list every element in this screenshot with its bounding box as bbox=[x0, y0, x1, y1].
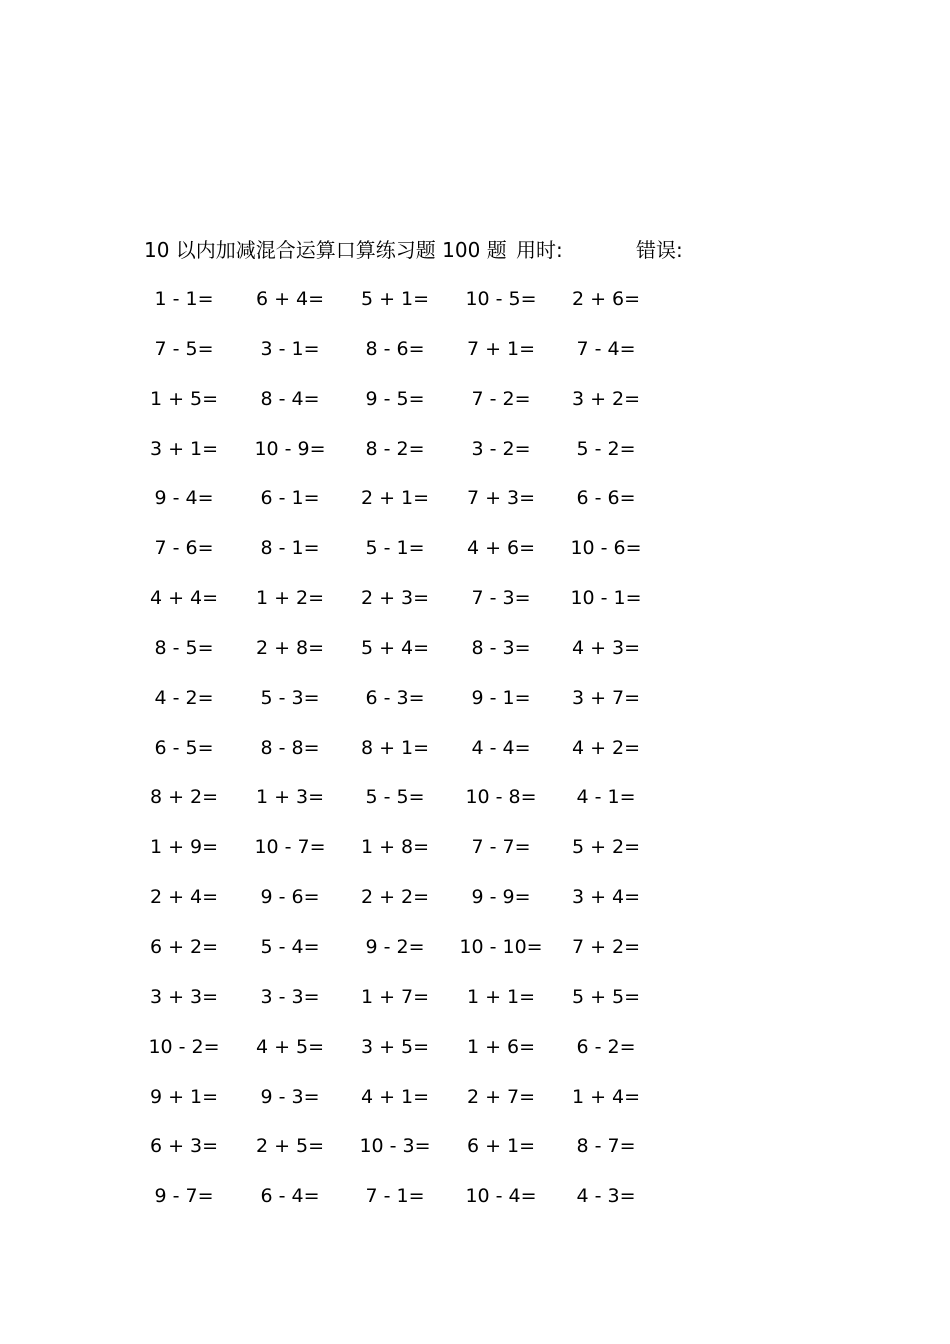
problem-item: 10 - 3= bbox=[359, 1135, 431, 1158]
problem-row bbox=[0, 534, 950, 584]
problem-item: 9 + 1= bbox=[149, 1085, 219, 1108]
problem-row bbox=[0, 335, 950, 385]
problem-row bbox=[0, 983, 950, 1033]
problem-row bbox=[0, 783, 950, 833]
problem-item: 3 - 1= bbox=[260, 337, 320, 360]
problem-item: 1 + 9= bbox=[149, 836, 219, 859]
problem-item: 4 - 4= bbox=[471, 736, 531, 759]
problem-item: 6 + 4= bbox=[255, 288, 325, 310]
problem-item: 2 + 5= bbox=[255, 1135, 325, 1158]
problem-item: 6 + 1= bbox=[466, 1135, 536, 1158]
problem-item: 10 - 7= bbox=[254, 836, 326, 859]
problem-item: 6 + 3= bbox=[149, 1135, 219, 1158]
problem-item: 1 + 7= bbox=[360, 985, 430, 1008]
problem-item: 5 - 1= bbox=[365, 537, 425, 560]
problem-item: 7 - 4= bbox=[576, 337, 636, 360]
problem-item: 1 + 4= bbox=[571, 1085, 641, 1108]
time-used-label: 用时: bbox=[516, 238, 563, 262]
problem-item: 8 - 2= bbox=[365, 437, 425, 460]
problem-item: 1 + 6= bbox=[466, 1035, 536, 1058]
problem-item: 1 + 2= bbox=[255, 587, 325, 610]
problem-item: 1 + 1= bbox=[466, 985, 536, 1008]
problem-item: 4 + 5= bbox=[255, 1035, 325, 1058]
problem-row bbox=[0, 1083, 950, 1133]
problem-row bbox=[0, 1033, 950, 1083]
problem-item: 7 - 3= bbox=[471, 587, 531, 610]
problem-row bbox=[0, 435, 950, 485]
problem-item: 4 + 1= bbox=[360, 1085, 430, 1108]
problem-item: 7 + 1= bbox=[466, 337, 536, 360]
problem-item: 10 - 2= bbox=[148, 1035, 220, 1058]
problem-item: 10 - 4= bbox=[465, 1185, 537, 1208]
problem-item: 9 - 3= bbox=[260, 1085, 320, 1108]
problem-item: 6 - 2= bbox=[576, 1035, 636, 1058]
problem-item: 6 - 6= bbox=[576, 487, 636, 510]
problem-item: 7 + 2= bbox=[571, 935, 641, 958]
problem-item: 6 - 1= bbox=[260, 487, 320, 510]
problem-item: 5 + 5= bbox=[571, 985, 641, 1008]
problem-item: 5 + 2= bbox=[571, 836, 641, 859]
problem-item: 5 - 3= bbox=[260, 686, 320, 709]
problem-item: 3 - 3= bbox=[260, 985, 320, 1008]
problem-item: 8 - 5= bbox=[154, 636, 214, 659]
problem-item: 3 + 5= bbox=[360, 1035, 430, 1058]
problem-row bbox=[0, 1182, 950, 1232]
problem-item: 2 + 8= bbox=[255, 636, 325, 659]
problem-item: 2 + 4= bbox=[149, 886, 219, 909]
problem-item: 7 - 6= bbox=[154, 537, 214, 560]
problem-row bbox=[0, 933, 950, 983]
problem-item: 9 - 9= bbox=[471, 886, 531, 909]
problem-item: 8 - 4= bbox=[260, 387, 320, 410]
problem-item: 4 - 2= bbox=[154, 686, 214, 709]
problem-item: 7 - 5= bbox=[154, 337, 214, 360]
problem-row bbox=[0, 734, 950, 784]
problem-item: 9 - 6= bbox=[260, 886, 320, 909]
problem-grid bbox=[0, 285, 950, 1232]
problem-item: 7 - 7= bbox=[471, 836, 531, 859]
problem-item: 2 + 6= bbox=[571, 288, 641, 310]
problem-item: 10 - 8= bbox=[465, 786, 537, 809]
problem-item: 7 - 1= bbox=[365, 1185, 425, 1208]
problem-item: 10 - 9= bbox=[254, 437, 326, 460]
problem-item: 5 + 4= bbox=[360, 636, 430, 659]
problem-item: 2 + 1= bbox=[360, 487, 430, 510]
problem-item: 7 + 3= bbox=[466, 487, 536, 510]
problem-item: 8 - 6= bbox=[365, 337, 425, 360]
problem-row bbox=[0, 584, 950, 634]
problem-item: 2 + 2= bbox=[360, 886, 430, 909]
problem-row bbox=[0, 285, 950, 335]
problem-item: 8 - 8= bbox=[260, 736, 320, 759]
problem-row bbox=[0, 385, 950, 435]
problem-item: 10 - 5= bbox=[465, 288, 537, 310]
problem-item: 10 - 6= bbox=[570, 537, 642, 560]
worksheet-title: 10 以内加减混合运算口算练习题 100 题 bbox=[144, 238, 507, 262]
problem-item: 4 - 3= bbox=[576, 1185, 636, 1208]
problem-item: 4 - 1= bbox=[576, 786, 636, 809]
problem-item: 9 - 7= bbox=[154, 1185, 214, 1208]
problem-item: 1 - 1= bbox=[154, 288, 214, 310]
problem-item: 3 + 7= bbox=[571, 686, 641, 709]
problem-row bbox=[0, 484, 950, 534]
problem-item: 8 + 2= bbox=[149, 786, 219, 809]
problem-row bbox=[0, 684, 950, 734]
problem-item: 6 - 4= bbox=[260, 1185, 320, 1208]
problem-item: 4 + 3= bbox=[571, 636, 641, 659]
problem-row bbox=[0, 883, 950, 933]
problem-item: 5 - 4= bbox=[260, 935, 320, 958]
problem-row bbox=[0, 833, 950, 883]
problem-row bbox=[0, 1132, 950, 1182]
problem-item: 10 - 10= bbox=[459, 935, 543, 958]
problem-item: 4 + 6= bbox=[466, 537, 536, 560]
problem-item: 5 - 2= bbox=[576, 437, 636, 460]
problem-item: 1 + 3= bbox=[255, 786, 325, 809]
problem-item: 3 + 3= bbox=[149, 985, 219, 1008]
problem-item: 6 - 5= bbox=[154, 736, 214, 759]
problem-item: 3 + 1= bbox=[149, 437, 219, 460]
problem-item: 6 + 2= bbox=[149, 935, 219, 958]
problem-item: 3 - 2= bbox=[471, 437, 531, 460]
problem-item: 1 + 5= bbox=[149, 387, 219, 410]
problem-item: 8 - 3= bbox=[471, 636, 531, 659]
problem-item: 7 - 2= bbox=[471, 387, 531, 410]
problem-item: 5 + 1= bbox=[360, 288, 430, 310]
problem-item: 8 - 1= bbox=[260, 537, 320, 560]
problem-item: 1 + 8= bbox=[360, 836, 430, 859]
problem-item: 4 + 2= bbox=[571, 736, 641, 759]
problem-item: 6 - 3= bbox=[365, 686, 425, 709]
problem-item: 5 - 5= bbox=[365, 786, 425, 809]
problem-item: 3 + 2= bbox=[571, 387, 641, 410]
problem-item: 9 - 2= bbox=[365, 935, 425, 958]
problem-item: 9 - 4= bbox=[154, 487, 214, 510]
problem-item: 9 - 5= bbox=[365, 387, 425, 410]
problem-item: 2 + 3= bbox=[360, 587, 430, 610]
problem-item: 8 + 1= bbox=[360, 736, 430, 759]
problem-item: 8 - 7= bbox=[576, 1135, 636, 1158]
problem-item: 2 + 7= bbox=[466, 1085, 536, 1108]
errors-label: 错误: bbox=[636, 238, 683, 262]
problem-item: 9 - 1= bbox=[471, 686, 531, 709]
problem-row bbox=[0, 634, 950, 684]
worksheet-header bbox=[0, 236, 950, 264]
problem-item: 10 - 1= bbox=[570, 587, 642, 610]
problem-item: 3 + 4= bbox=[571, 886, 641, 909]
problem-item: 4 + 4= bbox=[149, 587, 219, 610]
